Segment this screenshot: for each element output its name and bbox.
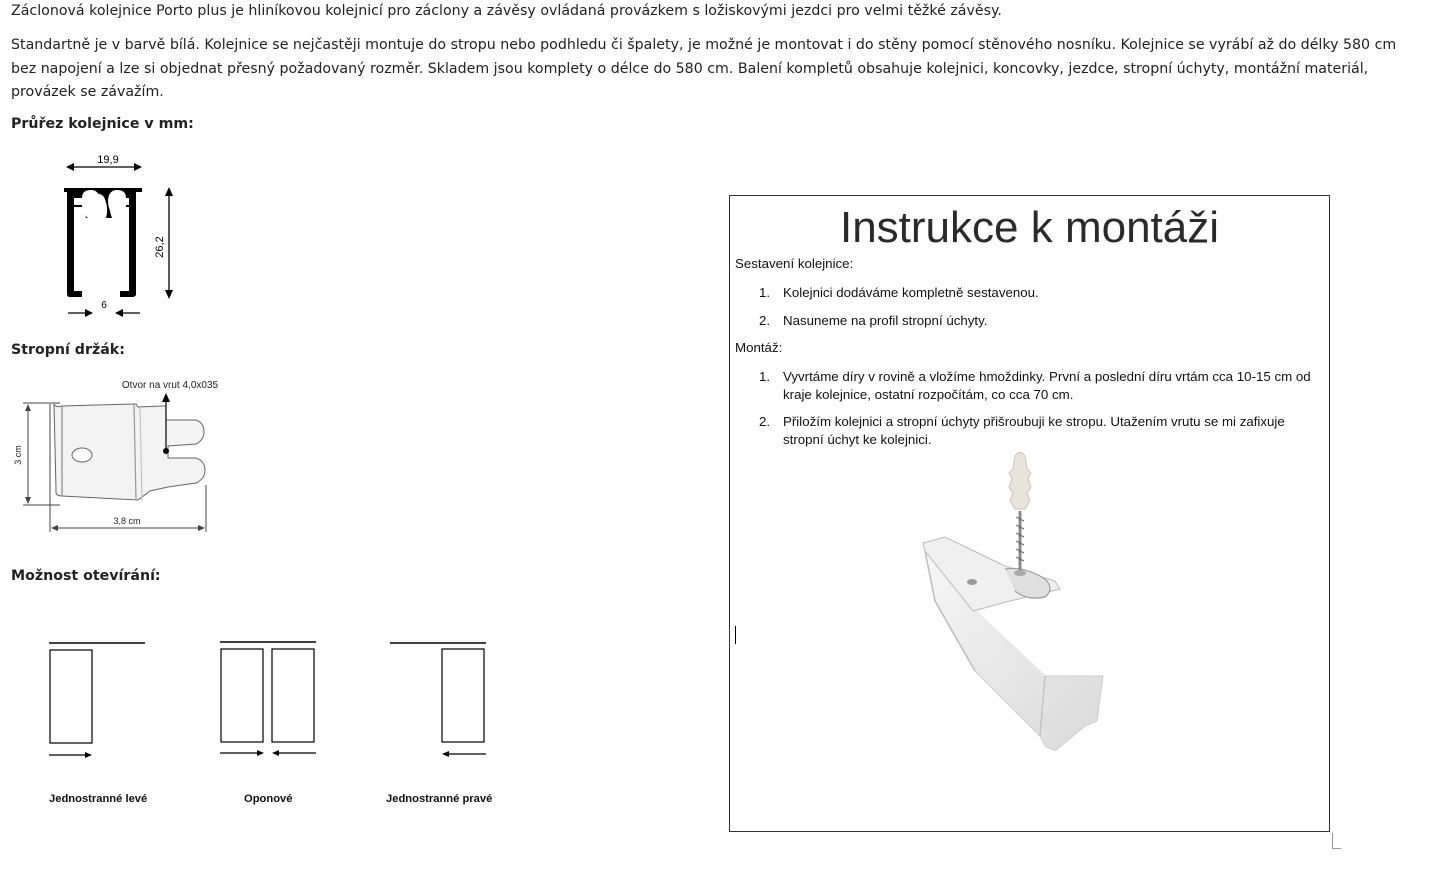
- profile-heading: Průřez kolejnice v mm:: [11, 116, 194, 132]
- step-text: Nasuneme na profil stropní úchyty.: [783, 313, 988, 328]
- opening-heading: Možnost otevírání:: [11, 568, 161, 584]
- step-number: 2.: [759, 414, 771, 429]
- holder-width-label: 3,8 cm: [113, 516, 141, 526]
- mounting-instructions-box: [729, 195, 1330, 832]
- rail-mounting-illustration: [915, 451, 1115, 751]
- step-text: Přiložím kolejnici a stropní úchyty přišroubuji ke stropu. Utažením vrutu se mi zafixuje stropní úchyt ke kolejnici.: [783, 414, 1285, 447]
- text-cursor: [735, 626, 736, 644]
- page-corner-mark: [1332, 833, 1341, 849]
- intro-paragraph-2: Standartně je v barvě bílá. Kolejnice se nejčastěji montuje do stropu nebo podhledu či špalety, je možné je montovat i do stěny pomocí stěnového nosníku. Kolejnice se vyrábí až do délky 580 cm bez napojení a lze si objednat přesný požadovaný rozměr. Skladem jsou komplety o délce do 580 cm. Balení kompletů obsahuje kolejnici, koncovky, jezdce, stropní úchyty, montážní materiál, provázek se závažím.: [11, 37, 1397, 100]
- profile-height-label: 26,2: [154, 236, 166, 258]
- opening-right-diagram: [380, 630, 495, 765]
- mount-section-label: Montáž:: [735, 340, 783, 355]
- holder-height-label: 3 cm: [13, 445, 23, 465]
- intro-paragraph-1: Záclonová kolejnice Porto plus je hliníkovou kolejnicí pro záclony a závěsy ovládaná provázkem s ložiskovými jezdci pro velmi těžké závěsy.: [11, 3, 1002, 19]
- instructions-title: Instrukce k montáži: [839, 203, 1220, 252]
- opening-option-right-label: Jednostranné pravé: [386, 793, 493, 805]
- rail-cross-section-diagram: [50, 145, 190, 325]
- holder-heading: Stropní držák:: [11, 342, 125, 358]
- opening-option-center-label: Oponové: [244, 793, 293, 805]
- opening-left-diagram: [40, 630, 155, 765]
- step-number: 1.: [759, 369, 771, 384]
- step-text: Kolejnici dodáváme kompletně sestavenou.: [783, 285, 1039, 300]
- ceiling-holder-diagram: [10, 375, 230, 540]
- profile-width-label: 19,9: [97, 154, 119, 166]
- profile-gap-label: 6: [101, 300, 107, 311]
- step-text: Vyvrtáme díry v rovině a vložíme hmoždinky. První a poslední díru vrtám cca 10-15 cm od kraje kolejnice, ostatní rozpočítám, co cca 70 cm.: [783, 369, 1311, 402]
- assembly-section-label: Sestavení kolejnice:: [735, 256, 854, 271]
- holder-hole-note: Otvor na vrut 4,0x035: [121, 380, 219, 391]
- step-number: 1.: [759, 285, 771, 300]
- opening-center-diagram: [210, 630, 325, 765]
- step-number: 2.: [759, 313, 771, 328]
- opening-option-left-label: Jednostranné levé: [49, 793, 148, 805]
